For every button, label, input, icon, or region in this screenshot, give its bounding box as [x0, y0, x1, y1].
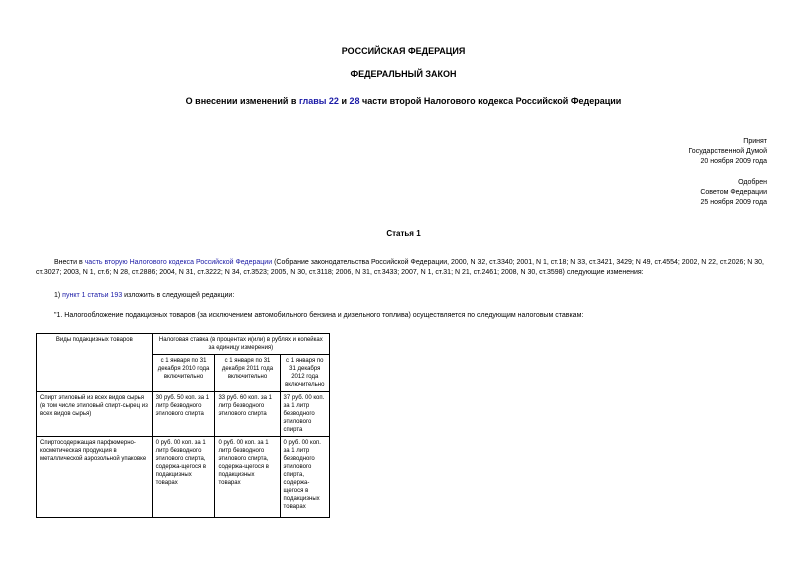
header-period-2012: с 1 января по 31 декабря 2012 года включительно [280, 355, 329, 392]
title-suffix: части второй Налогового кодекса Российской Федерации [359, 96, 622, 106]
approval-block [700, 178, 767, 208]
header-period-2010: с 1 января по 31 декабря 2010 года включительно [152, 355, 215, 392]
approved-by: Советом Федерации [700, 189, 767, 196]
adoption-block [688, 137, 767, 167]
adopted-by: Государственной Думой [688, 148, 767, 155]
cell-rate-2012: 37 руб. 00 коп. за 1 литр безводного этилового спирта [280, 392, 329, 437]
quote-paragraph: "1. Налогообложение подакцизных товаров (за исключением автомобильного бензина и дизельного топлива) осуществляется по следующим налоговым ставкам: [54, 312, 584, 319]
intro-prefix: Внести в [54, 259, 85, 266]
item1-rest: изложить в следующей редакции: [122, 292, 235, 299]
cell-rate-2010: 30 руб. 50 коп. за 1 литр безводного этилового спирта [152, 392, 215, 437]
item-1 [54, 291, 234, 301]
country-heading: РОССИЙСКАЯ ФЕДЕРАЦИЯ [341, 46, 466, 56]
header-rate: Налоговая ставка (в процентах и(или) в рублях и копейках за единицу измерения) [152, 334, 329, 355]
cell-rate-2010: 0 руб. 00 коп. за 1 литр безводного этилового спирта, содержа-щегося в подакцизных товарах [152, 437, 215, 518]
title-prefix: О внесении изменений в [185, 96, 299, 106]
cell-goods: Спирт этиловый из всех видов сырья (в том числе этиловый спирт-сырец из всех видов сырья) [37, 392, 153, 437]
header-period-2011: с 1 января по 31 декабря 2011 года включительно [215, 355, 280, 392]
header-goods: Виды подакцизных товаров [37, 334, 153, 392]
intro-link-tax-code[interactable]: часть вторую Налогового кодекса Российской Федерации [84, 259, 273, 266]
title-link-chapter-28[interactable]: 28 [349, 96, 360, 106]
table-header-row [37, 334, 330, 355]
law-title [0, 96, 807, 106]
approved-label: Одобрен [738, 179, 767, 186]
article-heading: Статья 1 [386, 229, 421, 238]
intro-rest: (Собрание законодательства Российской Федерации, 2000, N 32, ст.3340; 2001, N 1, ст.18; N 33, ст.3421, 3429; N 49, ст.4554; 2002, N 22, ст.2026; N 30, ст.3027; 2003, N 1, ст.6; N 28, ст.2886; 2004, N 31, ст.3222; N 34, ст.3523; 2005, N 30, ст.3118; 2006, N 31, ст.3433; 2007, N 1, ст.31; N 21, ст.2461; 2008, N 30, ст.3598) следующие изменения: [36, 259, 764, 276]
tax-rate-table [36, 333, 330, 518]
article-intro [36, 258, 770, 278]
adopted-date: 20 ноября 2009 года [700, 158, 767, 165]
adopted-label: Принят [743, 138, 767, 145]
cell-rate-2011: 33 руб. 60 коп. за 1 литр безводного этилового спирта [215, 392, 280, 437]
cell-goods: Спиртосодержащая парфюмерно-косметическая продукция в металлической аэрозольной упаковке [37, 437, 153, 518]
table-row [37, 392, 330, 437]
table-row [37, 437, 330, 518]
doc-type-heading: ФЕДЕРАЛЬНЫЙ ЗАКОН [350, 69, 457, 79]
item1-link[interactable]: пункт 1 статьи 193 [62, 292, 123, 299]
title-link-chapter-22[interactable]: главы 22 [298, 96, 339, 106]
title-mid: и [338, 96, 350, 106]
cell-rate-2011: 0 руб. 00 коп. за 1 литр безводного этилового спирта, содержа-щегося в подакцизных товарах [215, 437, 280, 518]
item1-prefix: 1) [54, 292, 63, 299]
cell-rate-2012: 0 руб. 00 коп. за 1 литр безводного этилового спирта, содержа-щегося в подакцизных товарах [280, 437, 329, 518]
approved-date: 25 ноября 2009 года [700, 199, 767, 206]
